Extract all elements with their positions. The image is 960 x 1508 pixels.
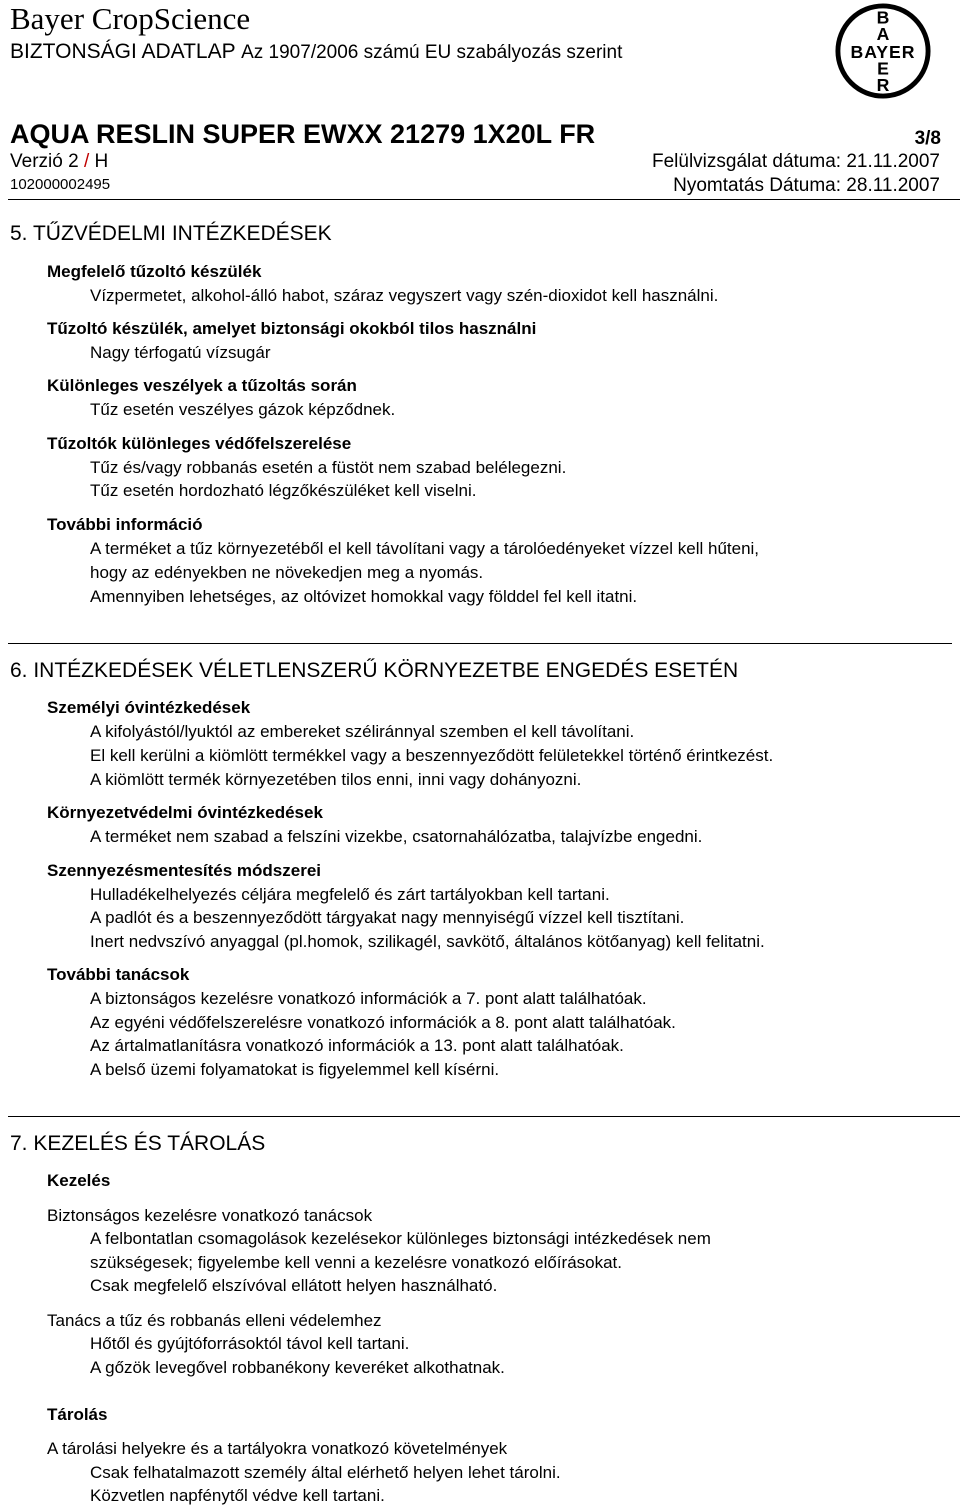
revision-date: Felülvizsgálat dátuma: 21.11.2007 [652,151,940,172]
section-divider [8,1116,960,1117]
bayer-cross-logo [834,2,932,100]
subheading: A tárolási helyekre és a tartályokra vonatkozó követelmények [47,1439,508,1458]
version-slash: / [83,151,90,172]
paragraph-line: Csak megfelelő elszívóval ellátott helyen használható. [90,1276,498,1295]
paragraph-line: A padlót és a beszennyeződött tárgyakat nagy mennyiségű vízzel kell tisztítani. [90,908,685,927]
section-title: 6. INTÉZKEDÉSEK VÉLETLENSZERŰ KÖRNYEZETBE ENGEDÉS ESETÉN [10,659,739,682]
regulation-text: Az 1907/2006 számú EU szabályozás szerint [241,42,623,63]
subsection-heading: Környezetvédelmi óvintézkedések [47,803,323,822]
print-date: Nyomtatás Dátuma: 28.11.2007 [673,175,940,196]
section-divider [8,643,952,644]
paragraph-line: Az ártalmatlanításra vonatkozó információk a 13. pont alatt találhatóak. [90,1036,624,1055]
paragraph-line: A terméket a tűz környezetéből el kell távolítani vagy a tárolóedényeket vízzel kell hűteni, [90,539,760,558]
subheading: Biztonságos kezelésre vonatkozó tanácsok [47,1206,373,1225]
paragraph-line: Hulladékelhelyezés céljára megfelelő és zárt tartályokban kell tartani. [90,885,610,904]
header-divider [8,199,960,200]
subsection-heading: Szennyezésmentesítés módszerei [47,861,322,880]
subsection-heading: Megfelelő tűzoltó készülék [47,262,262,281]
company-name: Bayer CropScience [10,1,251,36]
paragraph-line: Csak felhatalmazott személy által elérhető helyen lehet tárolni. [90,1463,561,1482]
paragraph-line: Hőtől és gyújtóforrásoktól távol kell tartani. [90,1334,410,1353]
subsection-heading: Kezelés [47,1171,111,1190]
paragraph-line: Tűz és/vagy robbanás esetén a füstöt nem szabad belélegezni. [90,458,567,477]
section-title: 5. TŰZVÉDELMI INTÉZKEDÉSEK [10,222,332,245]
subsection-heading: További információ [47,515,203,534]
paragraph-line: hogy az edényekben ne növekedjen meg a nyomás. [90,563,484,582]
svg-text:BAYER: BAYER [850,41,916,62]
paragraph-line: A terméket nem szabad a felszíni vizekbe, csatornahálózatba, talajvízbe engedni. [90,827,703,846]
paragraph-line: Az egyéni védőfelszerelésre vonatkozó információk a 8. pont alatt találhatóak. [90,1013,676,1032]
subheading: Tanács a tűz és robbanás elleni védelemhez [47,1311,382,1330]
subsection-heading: Személyi óvintézkedések [47,698,251,717]
page-number: 3/8 [914,128,941,149]
paragraph-line: A biztonságos kezelésre vonatkozó információk a 7. pont alatt találhatóak. [90,989,647,1008]
paragraph-line: Inert nedvszívó anyaggal (pl.homok, szilikagél, savkötő, általános kötőanyag) kell felitatni. [90,932,765,951]
paragraph-line: Közvetlen napfénytől védve kell tartani. [90,1486,385,1505]
svg-text:E: E [877,58,889,79]
paragraph-line: Nagy térfogatú vízsugár [90,343,271,362]
paragraph-line: Tűz esetén veszélyes gázok képződnek. [90,400,396,419]
subsection-heading: Tárolás [47,1405,108,1424]
paragraph-line: A kiömlött termék környezetében tilos enni, inni vagy dohányozni. [90,770,582,789]
version-suffix: H [94,151,109,172]
document-type-label: BIZTONSÁGI ADATLAP [10,40,236,63]
section-title: 7. KEZELÉS ÉS TÁROLÁS [10,1132,266,1155]
subsection-heading: Tűzoltók különleges védőfelszerelése [47,434,352,453]
paragraph-line: El kell kerülni a kiömlött termékkel vagy a beszennyeződött felületekkel történő érintkezést. [90,746,774,765]
svg-text:R: R [876,75,890,96]
paragraph-line: A gőzök levegővel robbanékony keveréket alkothatnak. [90,1358,505,1377]
svg-text:B: B [876,7,890,28]
paragraph-line: Tűz esetén hordozható légzőkészüléket kell viselni. [90,481,477,500]
paragraph-line: A felbontatlan csomagolások kezelésekor különleges biztonsági intézkedések nem [90,1229,711,1248]
document-number: 102000002495 [10,176,111,193]
version-label: Verzió 2 [10,151,79,172]
svg-text:A: A [876,24,890,45]
subsection-heading: Különleges veszélyek a tűzoltás során [47,376,357,395]
paragraph-line: szükségesek; figyelembe kell venni a kezelésre vonatkozó előírásokat. [90,1253,623,1272]
paragraph-line: Amennyiben lehetséges, az oltóvizet homokkal vagy földdel fel kell itatni. [90,587,638,606]
version-info [10,151,108,173]
paragraph-line: A belső üzemi folyamatokat is figyelemmel kell kísérni. [90,1060,500,1079]
subsection-heading: További tanácsok [47,965,190,984]
product-name: AQUA RESLIN SUPER EWXX 21279 1X20L FR [10,119,596,149]
document-type [10,38,622,67]
paragraph-line: Vízpermetet, alkohol-álló habot, száraz vegyszert vagy szén-dioxidot kell használni. [90,286,719,305]
subsection-heading: Tűzoltó készülék, amelyet biztonsági okokból tilos használni [47,319,537,338]
paragraph-line: A kifolyástól/lyuktól az embereket széliránnyal szemben el kell távolítani. [90,722,635,741]
document-header [0,0,960,200]
